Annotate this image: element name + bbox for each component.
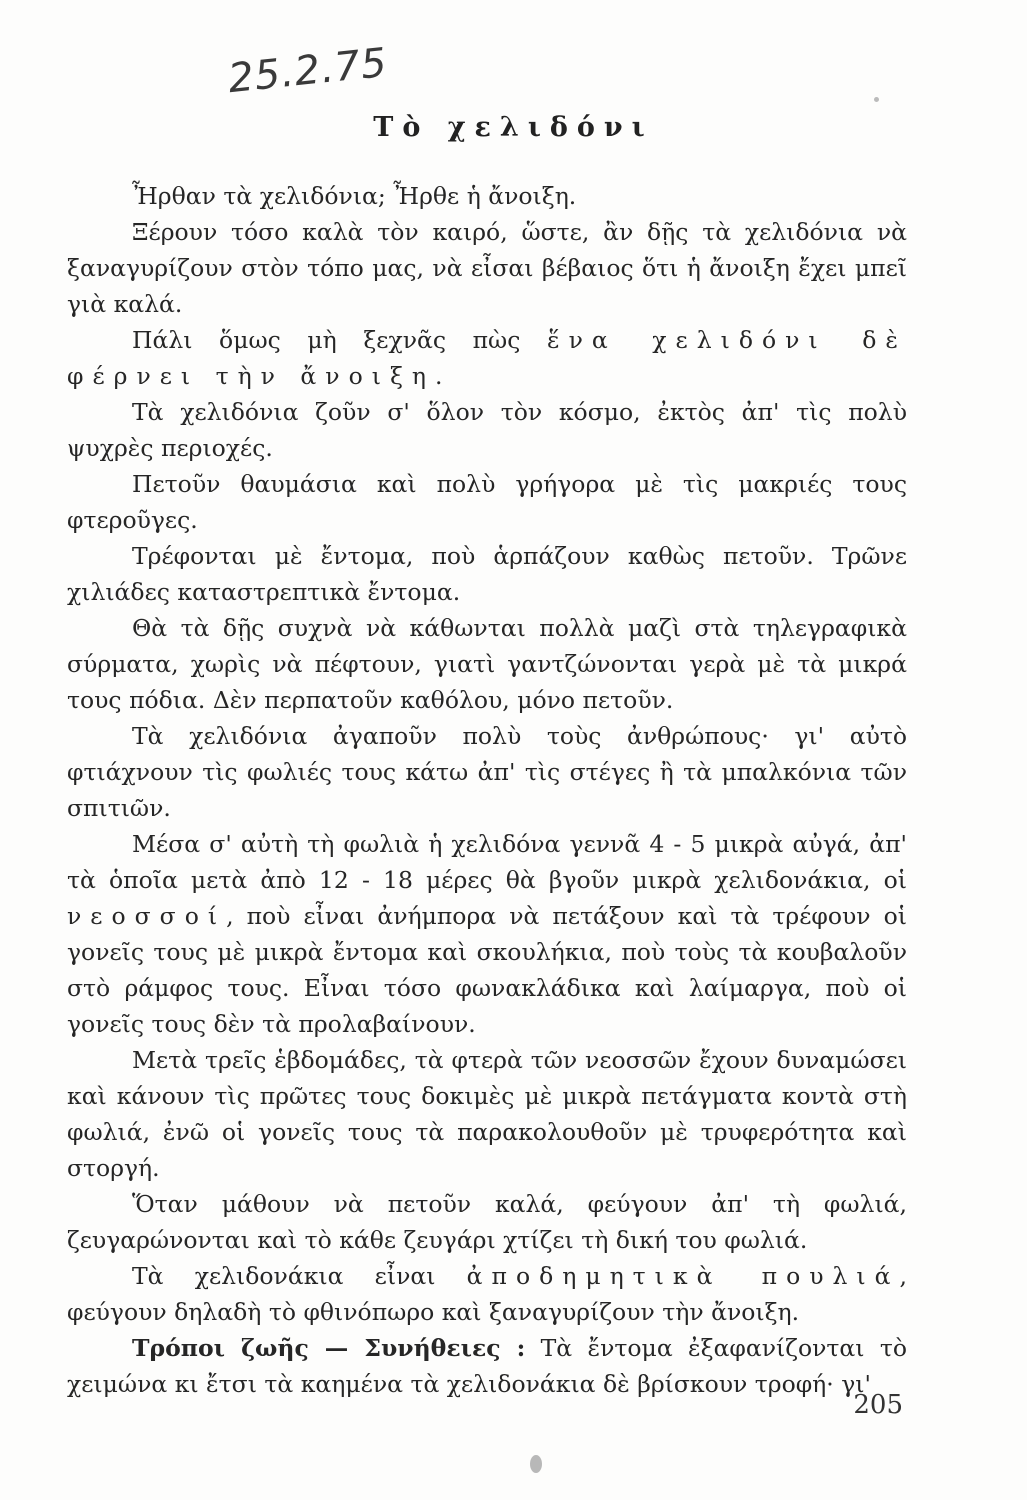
paragraph-7: Θὰ τὰ δῇς συχνὰ νὰ κάθωνται πολλὰ μαζὶ στὰ τηλεγραφικὰ σύρματα, χωρὶς νὰ πέφτουν, γιατὶ γαντζώνονται γερὰ μὲ τὰ μικρά τους πόδια. Δὲν περπατοῦν καθόλου, μόνο πετοῦν. <box>67 614 907 714</box>
paragraph-1: Ἦρθαν τὰ χελιδόνια; Ἦρθε ἡ ἄνοιξη. <box>132 182 577 210</box>
body-text <box>67 178 907 1402</box>
paragraph-13-text: Τὰ ἔντομα ἐξαφανίζονται τὸ χειμώνα κι ἔτσι τὰ καημένα τὰ χελιδονάκια δὲ βρίσκουν τροφή· γι' <box>67 1334 907 1398</box>
paragraph-11: Ὅταν μάθουν νὰ πετοῦν καλά, φεύγουν ἀπ' τὴ φωλιά, ζευγαρώνονται καὶ τὸ κάθε ζευγάρι χτίζει τὴ δική του φωλιά. <box>67 1190 907 1254</box>
paragraph-3 <box>67 322 907 394</box>
paragraph-12-text-a: Τὰ χελιδονάκια εἶναι <box>132 1262 467 1290</box>
section-heading: Τρόποι ζωῆς — Συνήθειες : <box>132 1334 526 1362</box>
paragraph-2: Ξέρουν τόσο καλὰ τὸν καιρό, ὥστε, ἂν δῇς τὰ χελιδόνια νὰ ξαναγυρίζουν στὸν τόπο μας, νὰ εἶσαι βέβαιος ὅτι ἡ ἄνοιξη ἔχει μπεῖ γιὰ καλά. <box>67 218 907 318</box>
paragraph-4: Τὰ χελιδόνια ζοῦν σ' ὅλον τὸν κόσμο, ἐκτὸς ἀπ' τὶς πολὺ ψυχρὲς περιοχές. <box>67 398 907 462</box>
handwritten-date: 25.2.75 <box>226 39 390 103</box>
paragraph-6: Τρέφονται μὲ ἔντομα, ποὺ ἁρπάζουν καθὼς πετοῦν. Τρῶνε χιλιάδες καταστρεπτικὰ ἔντομα. <box>67 542 907 606</box>
migratory-birds-spaced: ἀποδημητικὰ πουλιά <box>466 1262 900 1290</box>
speck <box>874 97 879 102</box>
paragraph-5: Πετοῦν θαυμάσια καὶ πολὺ γρήγορα μὲ τὶς μακριές τους φτεροῦγες. <box>67 470 907 534</box>
paragraph-10: Μετὰ τρεῖς ἑβδομάδες, τὰ φτερὰ τῶν νεοσσῶν ἔχουν δυναμώσει καὶ κάνουν τὶς πρῶτες τους δοκιμὲς μὲ μικρὰ πετάγματα κοντὰ στὴ φωλιά, ἐνῶ οἱ γονεῖς τους τὰ παρακολουθοῦν μὲ τρυφερότητα καὶ στοργή. <box>67 1046 907 1182</box>
paragraph-9-text-c: , ποὺ εἶναι ἀνήμπορα νὰ πετάξουν καὶ τὰ τρέφουν οἱ γονεῖς τους μὲ μικρὰ ἔντομα καὶ σκουλήκια, ποὺ τοὺς τὰ κουβαλοῦν στὸ ράμφος τους. Εἶναι τόσο φωνακλάδικα καὶ λαίμαργα, ποὺ οἱ γονεῖς τους δὲν τὰ προλαβαίνουν. <box>67 902 907 1038</box>
paragraph-9 <box>67 826 907 1042</box>
ink-smudge <box>530 1455 542 1473</box>
paragraph-12-text-c: , φεύγουν δηλαδὴ τὸ φθινόπωρο καὶ ξαναγυρίζουν τὴν ἄνοιξη. <box>67 1262 907 1326</box>
paragraph-3-text: Πάλι ὅμως μὴ ξεχνᾶς πὼς <box>132 326 547 354</box>
proverb-spaced: ἕνα χελιδόνι δὲ φέρνει τὴν ἄνοιξη. <box>67 326 907 390</box>
paragraph-9-text-a: Μέσα σ' αὐτὴ τὴ φωλιὰ ἡ χελιδόνα γεννᾶ 4 - 5 μικρὰ αὐγά, ἀπ' τὰ ὁποῖα μετὰ ἀπὸ 12 - 18 μέρες θὰ βγοῦν μικρὰ χελιδονάκια, οἱ <box>67 830 907 894</box>
page-title: Τὸ χελιδόνι <box>373 112 654 143</box>
page-number: 205 <box>853 1390 903 1420</box>
paragraph-8: Τὰ χελιδόνια ἀγαποῦν πολὺ τοὺς ἀνθρώπους· γι' αὐτὸ φτιάχνουν τὶς φωλιές τους κάτω ἀπ' τὶς στέγες ἢ τὰ μπαλκόνια τῶν σπιτιῶν. <box>67 722 907 822</box>
paragraph-13 <box>67 1330 907 1402</box>
paragraph-12 <box>67 1258 907 1330</box>
nestlings-spaced: νεοσσοί <box>67 902 227 930</box>
